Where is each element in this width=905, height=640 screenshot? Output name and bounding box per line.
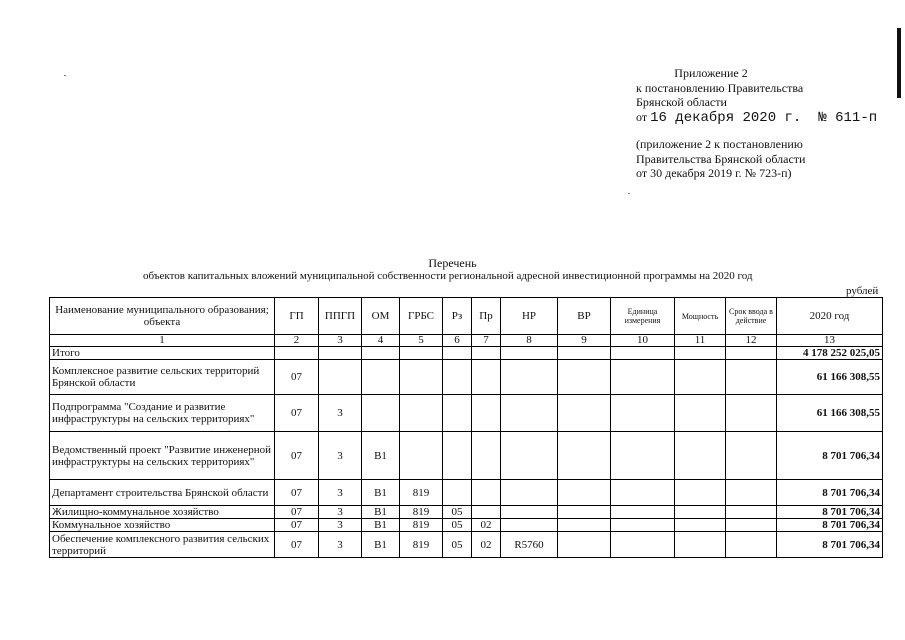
scan-speck <box>64 75 66 76</box>
pr-code <box>472 395 501 432</box>
object-name: Подпрограмма "Создание и развитие инфраструктуры на сельских территориях" <box>50 395 275 432</box>
column-number: 9 <box>558 335 611 347</box>
power-value <box>675 347 726 360</box>
document-title: Перечень <box>428 256 477 270</box>
unit-value <box>611 395 675 432</box>
decree-date: 16 декабря 2020 г. <box>650 109 802 126</box>
term-value <box>726 347 777 360</box>
rz-code <box>443 432 472 480</box>
om-code <box>362 347 400 360</box>
ppgp-code: 3 <box>319 506 362 519</box>
table-row <box>50 347 883 360</box>
column-header: Пр <box>472 298 501 335</box>
column-number: 6 <box>443 335 472 347</box>
nr-code <box>501 432 558 480</box>
ppgp-code <box>319 347 362 360</box>
column-header: Рз <box>443 298 472 335</box>
om-code: В1 <box>362 532 400 558</box>
ppgp-code: 3 <box>319 395 362 432</box>
gp-code: 07 <box>275 532 319 558</box>
grbs-code: 819 <box>400 480 443 506</box>
document-subtitle: объектов капитальных вложений муниципальной собственности региональной адресной инвестиционной программы на 2020 год <box>143 270 753 282</box>
nr-code <box>501 480 558 506</box>
amount-value: 8 701 706,34 <box>777 532 883 558</box>
unit-value <box>611 480 675 506</box>
object-name: Жилищно-коммунальное хозяйство <box>50 506 275 519</box>
gp-code: 07 <box>275 432 319 480</box>
om-code <box>362 360 400 395</box>
note-line-2: Правительства Брянской области <box>636 151 806 166</box>
column-number: 8 <box>501 335 558 347</box>
rz-code <box>443 395 472 432</box>
term-value <box>726 506 777 519</box>
gp-code: 07 <box>275 506 319 519</box>
unit-value <box>611 519 675 532</box>
unit-value <box>611 360 675 395</box>
om-code <box>362 395 400 432</box>
column-header: Наименование муниципального образования; объекта <box>50 298 275 335</box>
pr-code: 02 <box>472 519 501 532</box>
table-row <box>50 360 883 395</box>
vr-code <box>558 360 611 395</box>
column-header: НР <box>501 298 558 335</box>
column-number: 13 <box>777 335 883 347</box>
appendix-label: Приложение 2 <box>674 66 748 80</box>
ppgp-code: 3 <box>319 519 362 532</box>
gp-code: 07 <box>275 480 319 506</box>
nr-code <box>501 395 558 432</box>
unit-value <box>611 432 675 480</box>
power-value <box>675 480 726 506</box>
unit-value <box>611 347 675 360</box>
amount-value: 61 166 308,55 <box>777 395 883 432</box>
column-number: 4 <box>362 335 400 347</box>
date-prefix: от <box>636 109 648 124</box>
grbs-code <box>400 395 443 432</box>
nr-code: R5760 <box>501 532 558 558</box>
rz-code: 05 <box>443 519 472 532</box>
pr-code <box>472 480 501 506</box>
table-row <box>50 395 883 432</box>
column-number: 5 <box>400 335 443 347</box>
amount-value: 8 701 706,34 <box>777 506 883 519</box>
table-row <box>50 480 883 506</box>
rz-code <box>443 480 472 506</box>
amount-value: 61 166 308,55 <box>777 360 883 395</box>
column-header: ГП <box>275 298 319 335</box>
ppgp-code: 3 <box>319 432 362 480</box>
unit-value <box>611 506 675 519</box>
gp-code: 07 <box>275 360 319 395</box>
column-number-row <box>50 335 883 347</box>
column-number: 2 <box>275 335 319 347</box>
gp-code: 07 <box>275 519 319 532</box>
nr-code <box>501 519 558 532</box>
vr-code <box>558 395 611 432</box>
pr-code <box>472 432 501 480</box>
column-number: 11 <box>675 335 726 347</box>
nr-code <box>501 360 558 395</box>
grbs-code <box>400 360 443 395</box>
object-name: Коммунальное хозяйство <box>50 519 275 532</box>
table-header-row <box>50 298 883 335</box>
scan-edge-mark <box>897 28 901 98</box>
column-header: Мощность <box>675 298 726 335</box>
amount-value: 8 701 706,34 <box>777 519 883 532</box>
term-value <box>726 395 777 432</box>
term-value <box>726 519 777 532</box>
gp-code: 07 <box>275 395 319 432</box>
grbs-code: 819 <box>400 532 443 558</box>
rz-code <box>443 347 472 360</box>
column-number: 3 <box>319 335 362 347</box>
om-code: В1 <box>362 480 400 506</box>
table-row <box>50 432 883 480</box>
grbs-code: 819 <box>400 506 443 519</box>
nr-code <box>501 506 558 519</box>
term-value <box>726 480 777 506</box>
rz-code <box>443 360 472 395</box>
object-name: Итого <box>50 347 275 360</box>
table-row <box>50 506 883 519</box>
object-name: Департамент строительства Брянской области <box>50 480 275 506</box>
object-name: Обеспечение комплексного развития сельских территорий <box>50 532 275 558</box>
vr-code <box>558 506 611 519</box>
grbs-code <box>400 432 443 480</box>
unit-value <box>611 532 675 558</box>
om-code: В1 <box>362 506 400 519</box>
vr-code <box>558 532 611 558</box>
rz-code: 05 <box>443 532 472 558</box>
note-line-1: (приложение 2 к постановлению <box>636 137 803 151</box>
om-code: В1 <box>362 432 400 480</box>
pr-code: 02 <box>472 532 501 558</box>
column-number: 1 <box>50 335 275 347</box>
previous-edition-note <box>636 137 805 181</box>
om-code: В1 <box>362 519 400 532</box>
term-value <box>726 432 777 480</box>
pr-code <box>472 506 501 519</box>
amount-value: 8 701 706,34 <box>777 432 883 480</box>
power-value <box>675 532 726 558</box>
ppgp-code <box>319 360 362 395</box>
power-value <box>675 432 726 480</box>
amount-value: 8 701 706,34 <box>777 480 883 506</box>
currency-unit: рублей <box>846 285 879 297</box>
power-value <box>675 395 726 432</box>
column-header: ВР <box>558 298 611 335</box>
nr-code <box>501 347 558 360</box>
column-header: 2020 год <box>777 298 883 335</box>
decree-number: № 611-п <box>818 109 878 126</box>
object-name: Комплексное развитие сельских территорий Брянской области <box>50 360 275 395</box>
power-value <box>675 360 726 395</box>
power-value <box>675 506 726 519</box>
vr-code <box>558 347 611 360</box>
ppgp-code: 3 <box>319 532 362 558</box>
vr-code <box>558 480 611 506</box>
pr-code <box>472 347 501 360</box>
column-header: Единица измерения <box>611 298 675 335</box>
rz-code: 05 <box>443 506 472 519</box>
term-value <box>726 360 777 395</box>
gp-code <box>275 347 319 360</box>
ppgp-code: 3 <box>319 480 362 506</box>
vr-code <box>558 519 611 532</box>
column-header: Срок ввода в действие <box>726 298 777 335</box>
approval-header <box>636 66 877 125</box>
vr-code <box>558 432 611 480</box>
region-line: Брянской области <box>636 95 727 109</box>
table-row <box>50 532 883 558</box>
grbs-code <box>400 347 443 360</box>
column-header: ГРБС <box>400 298 443 335</box>
object-name: Ведомственный проект "Развитие инженерной инфраструктуры на сельских территориях" <box>50 432 275 480</box>
investment-table <box>49 297 883 558</box>
power-value <box>675 519 726 532</box>
scan-speck <box>628 193 630 194</box>
note-line-3: от 30 декабря 2019 г. № 723-п) <box>636 166 792 180</box>
decree-line: к постановлению Правительства <box>636 80 804 95</box>
column-header: ОМ <box>362 298 400 335</box>
column-number: 10 <box>611 335 675 347</box>
column-number: 12 <box>726 335 777 347</box>
term-value <box>726 532 777 558</box>
column-number: 7 <box>472 335 501 347</box>
decree-date-line <box>636 110 877 126</box>
column-header: ППГП <box>319 298 362 335</box>
grbs-code: 819 <box>400 519 443 532</box>
pr-code <box>472 360 501 395</box>
table-row <box>50 519 883 532</box>
amount-value: 4 178 252 025,05 <box>777 347 883 360</box>
